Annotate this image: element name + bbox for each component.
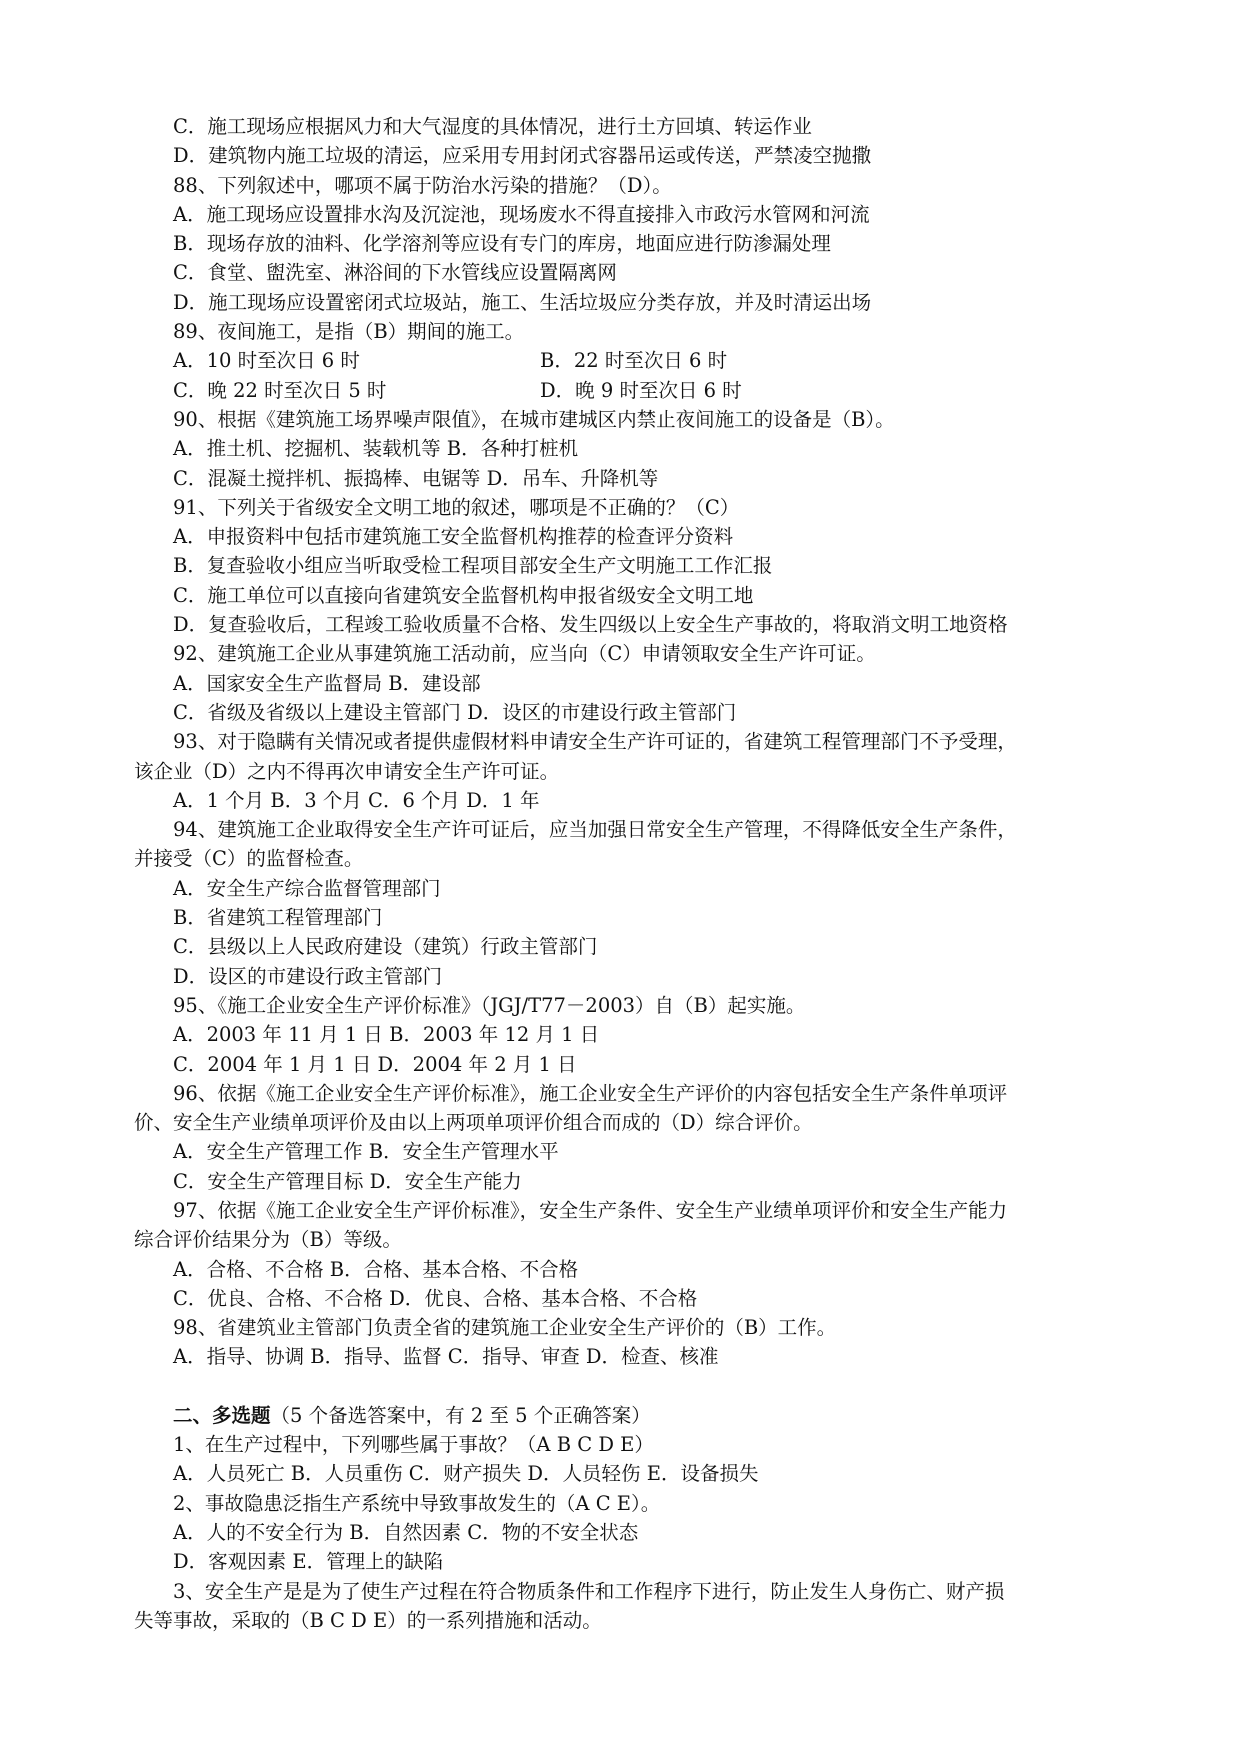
line-text: D．设区的市建设行政主管部门	[173, 964, 443, 988]
text-line	[134, 1225, 1121, 1254]
text-line	[134, 493, 1121, 522]
line-text: C．2004 年 1 月 1 日 D．2004 年 2 月 1 日	[173, 1052, 577, 1076]
line-text: A．施工现场应设置排水沟及沉淀池，现场废水不得直接排入市政污水管网和河流	[173, 202, 870, 226]
line-text: 97、依据《施工企业安全生产评价标准》，安全生产条件、安全生产业绩单项评价和安全生产能力	[173, 1198, 1008, 1222]
text-line	[134, 639, 1121, 668]
text-line	[134, 1547, 1121, 1576]
section-heading: 二、多选题	[173, 1403, 271, 1427]
line-text: 并接受（C）的监督检查。	[134, 847, 364, 871]
text-line	[134, 1137, 1121, 1166]
text-line	[134, 1606, 1121, 1635]
text-line	[134, 932, 1121, 961]
text-line	[134, 317, 1121, 346]
line-text: 1、在生产过程中，下列哪些属于事故？（A B C D E）	[173, 1433, 654, 1457]
line-text: 98、省建筑业主管部门负责全省的建筑施工企业安全生产评价的（B）工作。	[173, 1316, 837, 1340]
text-line	[134, 1167, 1121, 1196]
line-text: D．客观因素 E．管理上的缺陷	[173, 1550, 444, 1574]
line-text-second-option: B．22 时至次日 6 时	[540, 349, 728, 373]
text-line	[134, 200, 1121, 229]
text-line	[134, 464, 1121, 493]
text-line	[134, 434, 1121, 463]
line-text: 2、事故隐患泛指生产系统中导致事故发生的（A C E）。	[173, 1491, 661, 1515]
text-line	[134, 1108, 1121, 1137]
text-line	[134, 962, 1121, 991]
line-text: C．施工现场应根据风力和大气湿度的具体情况，进行土方回填、转运作业	[173, 115, 812, 138]
text-line	[134, 669, 1121, 698]
text-line	[134, 112, 1121, 141]
line-text: C．混凝土搅拌机、振捣棒、电锯等 D．吊车、升降机等	[173, 466, 659, 490]
line-text: C．安全生产管理目标 D．安全生产能力	[173, 1169, 522, 1193]
text-line	[134, 698, 1121, 727]
line-text: 失等事故，采取的（B C D E）的一系列措施和活动。	[134, 1608, 602, 1632]
text-line	[134, 1518, 1121, 1547]
text-line	[134, 229, 1121, 258]
line-text: 该企业（D）之内不得再次申请安全生产许可证。	[134, 759, 560, 783]
line-text: 92、建筑施工企业从事建筑施工活动前，应当向（C）申请领取安全生产许可证。	[173, 642, 876, 666]
line-text: 价、安全生产业绩单项评价及由以上两项单项评价组合而成的（D）综合评价。	[134, 1111, 813, 1135]
text-line	[134, 141, 1121, 170]
line-text-second-option: D．晚 9 时至次日 6 时	[540, 378, 742, 402]
line-text: C．晚 22 时至次日 5 时	[173, 378, 387, 402]
line-text: B．复查验收小组应当听取受检工程项目部安全生产文明施工工作汇报	[173, 554, 773, 578]
line-text: D．建筑物内施工垃圾的清运，应采用专用封闭式容器吊运或传送，严禁凌空抛撒	[173, 144, 872, 168]
line-text: A．人的不安全行为 B．自然因素 C．物的不安全状态	[173, 1520, 639, 1544]
line-text: A．10 时至次日 6 时	[173, 349, 360, 373]
line-text: 96、依据《施工企业安全生产评价标准》，施工企业安全生产评价的内容包括安全生产条件单项评	[173, 1081, 1008, 1105]
line-text: C．县级以上人民政府建设（建筑）行政主管部门	[173, 935, 598, 959]
text-line	[134, 757, 1121, 786]
line-text: A．申报资料中包括市建筑施工安全监督机构推荐的检查评分资料	[173, 525, 734, 549]
text-line	[134, 786, 1121, 815]
text-line	[134, 171, 1121, 200]
line-text: 91、下列关于省级安全文明工地的叙述，哪项是不正确的？（C）	[173, 495, 740, 519]
line-text: A．人员死亡 B．人员重伤 C．财产损失 D．人员轻伤 E．设备损失	[173, 1462, 759, 1486]
text-line	[134, 346, 1121, 375]
line-text: A．国家安全生产监督局 B．建设部	[173, 671, 481, 695]
text-line	[134, 1313, 1121, 1342]
line-text: D．复查验收后，工程竣工验收质量不合格、发生四级以上安全生产事故的，将取消文明工地资格	[173, 613, 1008, 637]
text-line	[134, 991, 1121, 1020]
line-text: 综合评价结果分为（B）等级。	[134, 1228, 402, 1252]
text-line	[134, 376, 1121, 405]
line-text: A．2003 年 11 月 1 日 B．2003 年 12 月 1 日	[173, 1023, 600, 1047]
line-text: D．施工现场应设置密闭式垃圾站，施工、生活垃圾应分类存放，并及时清运出场	[173, 290, 872, 314]
text-line	[134, 903, 1121, 932]
line-text: 95、《施工企业安全生产评价标准》（JGJ/T77－2003）自（B）起实施。	[173, 993, 806, 1017]
text-line	[134, 1459, 1121, 1488]
text-line	[134, 1196, 1121, 1225]
line-text: C．省级及省级以上建设主管部门 D．设区的市建设行政主管部门	[173, 700, 737, 724]
text-line	[134, 1489, 1121, 1518]
text-line	[134, 1577, 1121, 1606]
line-text: 88、下列叙述中，哪项不属于防治水污染的措施？（D）。	[173, 173, 672, 197]
line-text: C．优良、合格、不合格 D．优良、合格、基本合格、不合格	[173, 1286, 698, 1310]
text-line	[134, 405, 1121, 434]
line-text: 90、根据《建筑施工场界噪声限值》，在城市建城区内禁止夜间施工的设备是（B）。	[173, 407, 895, 431]
line-text: （5 个备选答案中，有 2 至 5 个正确答案）	[270, 1403, 651, 1427]
line-text: A．推土机、挖掘机、装载机等 B．各种打桩机	[173, 437, 579, 461]
line-text: B．省建筑工程管理部门	[173, 906, 383, 930]
text-line	[134, 1430, 1121, 1459]
text-line	[134, 522, 1121, 551]
text-line	[134, 844, 1121, 873]
line-text: A．合格、不合格 B．合格、基本合格、不合格	[173, 1257, 579, 1281]
text-line	[134, 1020, 1121, 1049]
line-text: 94、建筑施工企业取得安全生产许可证后，应当加强日常安全生产管理，不得降低安全生产条件，	[173, 818, 1017, 842]
line-text: 3、安全生产是是为了使生产过程在符合物质条件和工作程序下进行，防止发生人身伤亡、财产损	[173, 1579, 1005, 1603]
line-text: C．食堂、盥洗室、淋浴间的下水管线应设置隔离网	[173, 261, 617, 285]
text-line	[134, 1050, 1121, 1079]
text-line	[134, 581, 1121, 610]
text-line	[134, 258, 1121, 287]
line-text: A．指导、协调 B．指导、监督 C．指导、审查 D．检查、核准	[173, 1345, 719, 1369]
paragraph-gap	[134, 1372, 1121, 1401]
line-text: C．施工单位可以直接向省建筑安全监督机构申报省级安全文明工地	[173, 583, 754, 607]
text-line	[134, 1401, 1121, 1430]
text-line	[134, 1255, 1121, 1284]
text-line	[134, 288, 1121, 317]
line-text: B．现场存放的油料、化学溶剂等应设有专门的库房，地面应进行防渗漏处理	[173, 232, 831, 256]
line-text: 89、夜间施工，是指（B）期间的施工。	[173, 320, 525, 344]
line-text: A．安全生产管理工作 B．安全生产管理水平	[173, 1140, 559, 1164]
line-text: A．安全生产综合监督管理部门	[173, 876, 441, 900]
text-line	[134, 727, 1121, 756]
text-line	[134, 874, 1121, 903]
text-line	[134, 551, 1121, 580]
text-line	[134, 610, 1121, 639]
line-text: 93、对于隐瞒有关情况或者提供虚假材料申请安全生产许可证的，省建筑工程管理部门不予受理，	[173, 730, 1017, 754]
line-text: A．1 个月 B．3 个月 C．6 个月 D．1 年	[173, 788, 540, 812]
text-line	[134, 815, 1121, 844]
text-line	[134, 1079, 1121, 1108]
text-line	[134, 1284, 1121, 1313]
text-line	[134, 1342, 1121, 1371]
